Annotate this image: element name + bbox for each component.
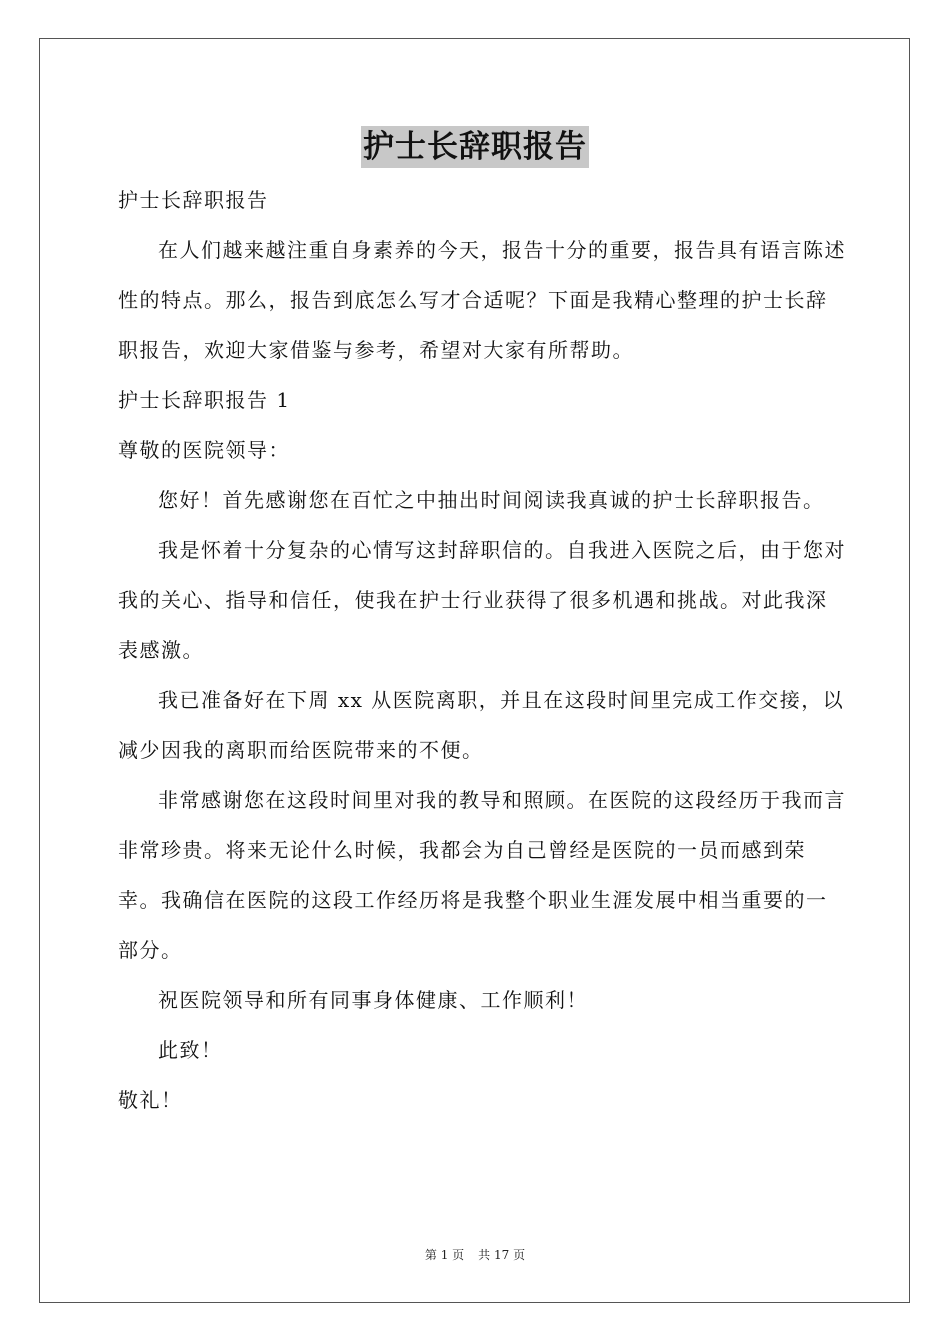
paragraph: 护士长辞职报告 1	[118, 388, 291, 412]
paragraph: 我是怀着十分复杂的心情写这封辞职信的。自我进入医院之后，由于您对我的关心、指导和信任，使我在护士行业获得了很多机遇和挑战。对此我深表感激。	[118, 538, 846, 662]
paragraph: 祝医院领导和所有同事身体健康、工作顺利！	[158, 988, 588, 1012]
document-title: 护士长辞职报告	[361, 126, 589, 168]
page-total: 共 17 页	[478, 1248, 526, 1262]
page-footer	[0, 1246, 950, 1263]
paragraph: 此致！	[158, 1038, 223, 1062]
page-number: 第 1 页	[424, 1248, 465, 1262]
paragraph: 非常感谢您在这段时间里对我的教导和照顾。在医院的这段经历于我而言非常珍贵。将来无论什么时候，我都会为自己曾经是医院的一员而感到荣幸。我确信在医院的这段工作经历将是我整个职业生涯发展中相当重要的一部分。	[118, 788, 846, 962]
paragraph: 尊敬的医院领导：	[118, 438, 290, 462]
paragraph: 您好！首先感谢您在百忙之中抽出时间阅读我真诚的护士长辞职报告。	[158, 488, 825, 512]
paragraph: 我已准备好在下周 xx 从医院离职，并且在这段时间里完成工作交接，以减少因我的离职而给医院带来的不便。	[118, 688, 845, 762]
paragraph: 在人们越来越注重自身素养的今天，报告十分的重要，报告具有语言陈述性的特点。那么，报告到底怎么写才合适呢？下面是我精心整理的护士长辞职报告，欢迎大家借鉴与参考，希望对大家有所帮助。	[118, 238, 846, 362]
paragraph: 护士长辞职报告	[118, 188, 269, 212]
paragraph: 敬礼！	[118, 1088, 183, 1112]
title-container	[0, 126, 950, 168]
document-body	[118, 175, 848, 1125]
